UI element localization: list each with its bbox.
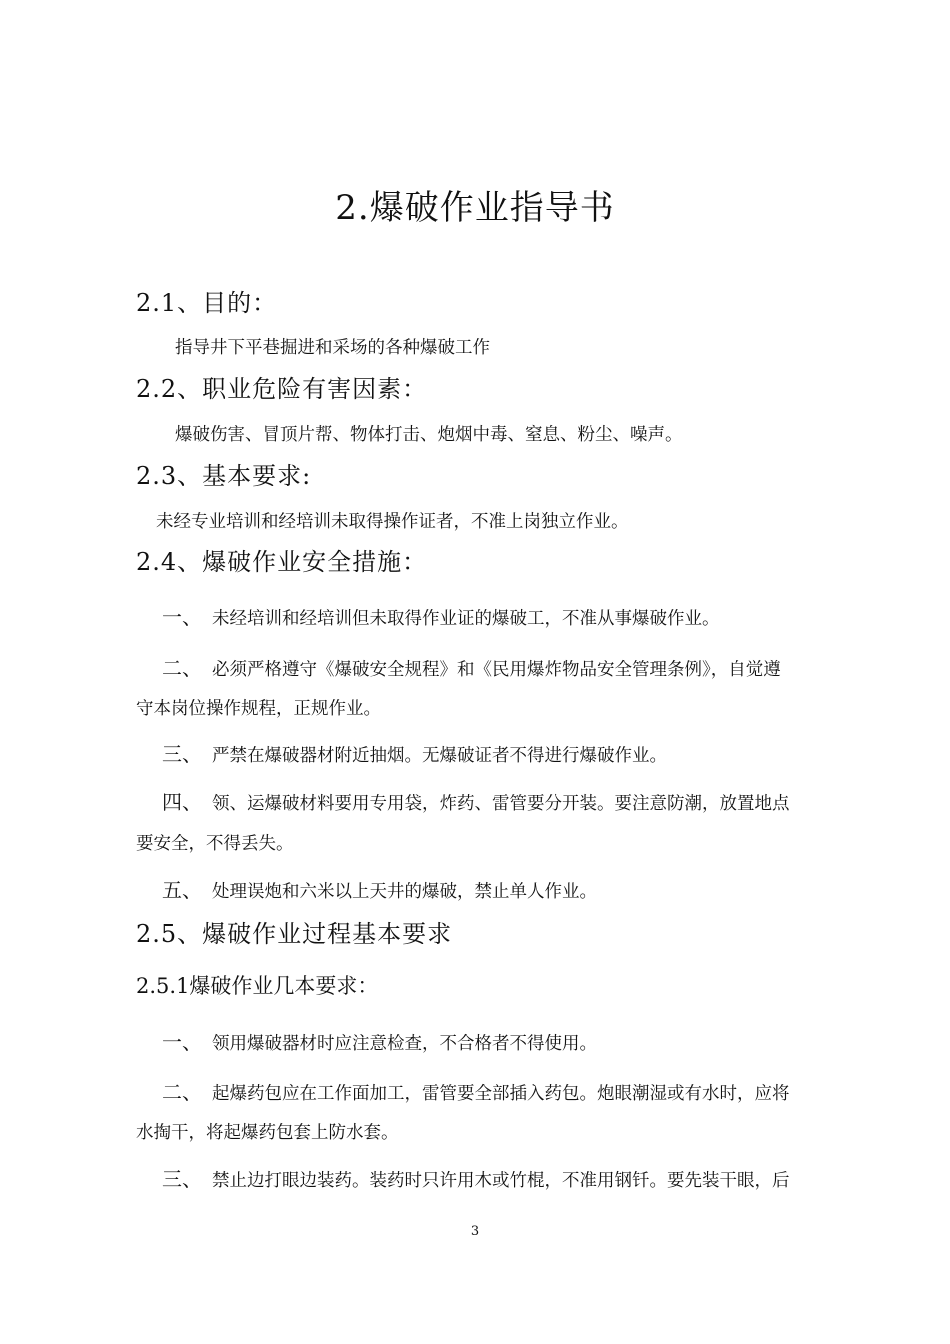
list-item-number: 一、 bbox=[162, 1030, 202, 1054]
list-item bbox=[162, 1026, 597, 1055]
list-item-continuation: 守本岗位操作规程，正规作业。 bbox=[136, 699, 381, 719]
list-item bbox=[162, 786, 790, 815]
section-body-2-1: 指导井下平巷掘进和采场的各种爆破工作 bbox=[175, 338, 490, 358]
subsection-heading-2-5-1: 2.5.1爆破作业几本要求： bbox=[136, 974, 379, 998]
list-item-text: 必须严格遵守《爆破安全规程》和《民用爆炸物品安全管理条例》，自觉遵 bbox=[212, 660, 781, 680]
list-item bbox=[162, 652, 781, 681]
list-item bbox=[162, 738, 667, 767]
list-item-text: 处理误炮和六米以上天井的爆破，禁止单人作业。 bbox=[212, 882, 597, 902]
list-item-text: 未经培训和经培训但未取得作业证的爆破工，不准从事爆破作业。 bbox=[212, 609, 720, 629]
list-item-text: 严禁在爆破器材附近抽烟。无爆破证者不得进行爆破作业。 bbox=[212, 746, 667, 766]
list-item-text: 禁止边打眼边装药。装药时只许用木或竹棍，不准用钢钎。要先装干眼，后 bbox=[212, 1171, 790, 1191]
list-item bbox=[162, 601, 720, 630]
list-item bbox=[162, 874, 597, 903]
section-heading-2-1: 2.1、目的： bbox=[136, 289, 278, 317]
section-body-2-2: 爆破伤害、冒顶片帮、物体打击、炮烟中毒、窒息、粉尘、噪声。 bbox=[175, 425, 683, 445]
section-heading-2-5: 2.5、爆破作业过程基本要求 bbox=[136, 920, 453, 948]
list-item-number: 二、 bbox=[162, 656, 202, 680]
section-heading-2-3: 2.3、基本要求: bbox=[136, 462, 312, 490]
list-item-number: 五、 bbox=[162, 878, 202, 902]
list-item-number: 三、 bbox=[162, 1167, 202, 1191]
list-item-continuation: 水掏干，将起爆药包套上防水套。 bbox=[136, 1123, 399, 1143]
list-item-number: 四、 bbox=[162, 790, 202, 814]
section-heading-2-4: 2.4、爆破作业安全措施： bbox=[136, 548, 428, 576]
list-item-text: 领、运爆破材料要用专用袋，炸药、雷管要分开装。要注意防潮，放置地点 bbox=[212, 794, 790, 814]
list-item bbox=[162, 1163, 790, 1192]
list-item-text: 领用爆破器材时应注意检查，不合格者不得使用。 bbox=[212, 1034, 597, 1054]
list-item-continuation: 要安全，不得丢失。 bbox=[136, 834, 294, 854]
list-item-number: 二、 bbox=[162, 1080, 202, 1104]
page-number: 3 bbox=[470, 1224, 480, 1239]
list-item-text: 起爆药包应在工作面加工，雷管要全部插入药包。炮眼潮湿或有水时，应将 bbox=[212, 1084, 790, 1104]
list-item-number: 一、 bbox=[162, 605, 202, 629]
section-body-2-3: 未经专业培训和经培训未取得操作证者，不准上岗独立作业。 bbox=[156, 512, 629, 532]
list-item-number: 三、 bbox=[162, 742, 202, 766]
list-item bbox=[162, 1076, 790, 1105]
document-title: 2.爆破作业指导书 bbox=[335, 188, 615, 228]
section-heading-2-2: 2.2、职业危险有害因素： bbox=[136, 375, 428, 403]
